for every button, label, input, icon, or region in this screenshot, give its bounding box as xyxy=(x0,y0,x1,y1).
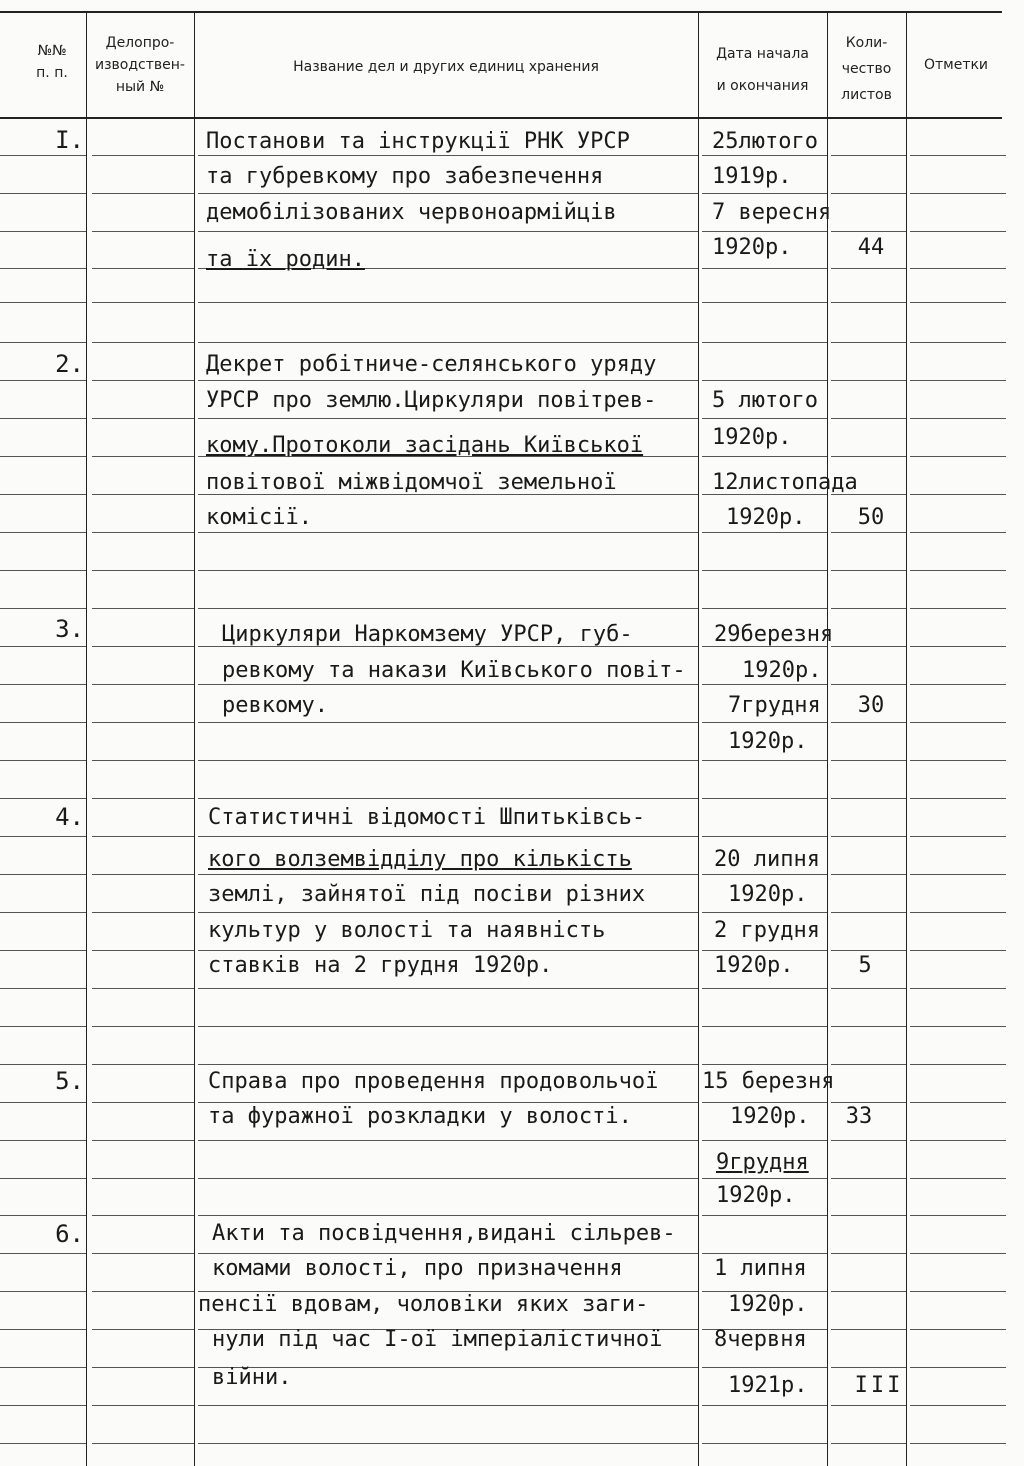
ruled-line xyxy=(198,342,698,343)
ruled-line xyxy=(910,342,1006,343)
ruled-line xyxy=(0,1064,86,1065)
ruled-line xyxy=(910,380,1006,381)
ruled-line xyxy=(0,950,86,951)
ruled-line xyxy=(910,1215,1006,1216)
ruled-line xyxy=(831,988,906,989)
record-date-line: 7грудня xyxy=(728,693,821,718)
record-title-line: Акти та посвідчення,видані сільрев- xyxy=(212,1221,676,1246)
ruled-line xyxy=(92,1064,194,1065)
ruled-line xyxy=(831,1443,906,1444)
record-title-line: культур у волості та наявність xyxy=(208,918,606,943)
record-date-line: 12листопада xyxy=(712,470,858,495)
record-title-line: та фуражної розкладки у волості. xyxy=(208,1104,632,1129)
ruled-line xyxy=(831,608,906,609)
ruled-line xyxy=(831,1405,906,1406)
ruled-line xyxy=(831,193,906,194)
record-date-line: 1920р. xyxy=(728,729,808,754)
ruled-line xyxy=(92,646,194,647)
ruled-line xyxy=(0,418,86,419)
ruled-line xyxy=(92,798,194,799)
record-date-line: 8червня xyxy=(714,1327,807,1352)
ruled-line xyxy=(92,155,194,156)
ruled-line xyxy=(831,912,906,913)
ruled-line xyxy=(831,302,906,303)
record-date-line: 29березня xyxy=(714,622,834,647)
record-date-line: 1919р. xyxy=(712,164,792,189)
ruled-line xyxy=(702,608,827,609)
record-date-line: 1920р. xyxy=(726,505,806,530)
ruled-line xyxy=(92,494,194,495)
record-date-line: 1920р. xyxy=(742,658,822,683)
ruled-line xyxy=(910,1253,1006,1254)
ruled-line xyxy=(0,1026,86,1027)
ruled-line xyxy=(92,874,194,875)
ruled-line xyxy=(0,912,86,913)
ruled-line xyxy=(831,155,906,156)
ruled-line xyxy=(831,268,906,269)
ruled-line xyxy=(92,456,194,457)
header-col-title: Название дел и других единиц хранения xyxy=(293,59,599,75)
ruled-line xyxy=(910,268,1006,269)
ruled-line xyxy=(0,231,86,232)
ruled-line xyxy=(910,1291,1006,1292)
ruled-line xyxy=(0,1405,86,1406)
record-date-line: 7 вересня xyxy=(712,200,832,225)
ruled-line xyxy=(0,494,86,495)
ruled-line xyxy=(910,1405,1006,1406)
record-date-line: 25лютого xyxy=(712,129,818,154)
record-number: 2. xyxy=(55,350,84,378)
ruled-line xyxy=(702,988,827,989)
record-title-line: Справа про проведення продовольчої xyxy=(208,1069,659,1094)
ruled-line xyxy=(92,532,194,533)
header-top-rule xyxy=(0,11,1002,13)
ruled-line xyxy=(910,1102,1006,1103)
ruled-line xyxy=(0,342,86,343)
record-title-line: землі, зайнятої під посіви різних xyxy=(208,882,646,907)
ruled-line xyxy=(910,798,1006,799)
record-title-line: комами волості, про призначення xyxy=(212,1256,623,1281)
ruled-line xyxy=(910,1178,1006,1179)
ruled-line xyxy=(198,570,698,571)
ruled-line xyxy=(198,231,698,232)
record-title-line: комісії. xyxy=(206,505,312,530)
record-date-line: 1920р. xyxy=(728,882,808,907)
ruled-line xyxy=(910,193,1006,194)
record-number: 3. xyxy=(55,615,84,643)
ruled-line xyxy=(92,231,194,232)
ruled-line xyxy=(910,302,1006,303)
ruled-line xyxy=(0,1215,86,1216)
record-sheet-count: III xyxy=(854,1373,904,1398)
ruled-line xyxy=(0,302,86,303)
ruled-line xyxy=(198,1178,698,1179)
ruled-line xyxy=(831,760,906,761)
ruled-line xyxy=(198,608,698,609)
ruled-line xyxy=(831,646,906,647)
ruled-line xyxy=(0,570,86,571)
ruled-line xyxy=(831,1329,906,1330)
record-date-line: 1 липня xyxy=(714,1256,807,1281)
ruled-line xyxy=(0,646,86,647)
record-title-line: та їх родин. xyxy=(206,247,365,272)
record-title-line: пенсії вдовам, чоловіки яких заги- xyxy=(198,1292,649,1317)
ruled-line xyxy=(831,684,906,685)
header-col-count: Коли- чество листов xyxy=(841,35,892,103)
ruled-line xyxy=(92,684,194,685)
ruled-line xyxy=(702,342,827,343)
ruled-line xyxy=(702,836,827,837)
ruled-line xyxy=(831,418,906,419)
record-title-line: УРСР про землю.Циркуляри повітрев- xyxy=(206,388,657,413)
ruled-line xyxy=(0,155,86,156)
col-divider-3 xyxy=(698,12,699,1466)
col-divider-2 xyxy=(194,12,195,1466)
ruled-line xyxy=(0,760,86,761)
record-date-line: 20 липня xyxy=(714,847,820,872)
ruled-line xyxy=(910,912,1006,913)
ruled-line xyxy=(910,1329,1006,1330)
ruled-line xyxy=(831,1064,906,1065)
ruled-line xyxy=(92,722,194,723)
ruled-line xyxy=(92,1178,194,1179)
ruled-line xyxy=(0,798,86,799)
record-title-line: ревкому та накази Київського повіт- xyxy=(222,658,686,683)
record-title-line: кого волземвідділу про кількість xyxy=(208,847,632,872)
ruled-line xyxy=(702,456,827,457)
header-col-office: Делопро- изводствен- ный № xyxy=(95,35,185,95)
ruled-line xyxy=(92,836,194,837)
ruled-line xyxy=(92,302,194,303)
record-number: 4. xyxy=(55,803,84,831)
ruled-line xyxy=(831,570,906,571)
ruled-line xyxy=(92,988,194,989)
ruled-line xyxy=(831,1140,906,1141)
record-title-line: демобілізованих червоноармійців xyxy=(206,200,617,225)
ruled-line xyxy=(910,494,1006,495)
ruled-line xyxy=(702,302,827,303)
ruled-line xyxy=(910,1064,1006,1065)
header-col-notes: Отметки xyxy=(923,57,989,73)
record-sheet-count: 44 xyxy=(857,235,885,260)
ruled-line xyxy=(831,798,906,799)
record-date-line: 2 грудня xyxy=(714,918,820,943)
ruled-line xyxy=(831,380,906,381)
ruled-line xyxy=(198,1026,698,1027)
ruled-line xyxy=(0,456,86,457)
ruled-line xyxy=(910,570,1006,571)
record-number: 5. xyxy=(55,1067,84,1095)
record-date-line: 1920р. xyxy=(728,1292,808,1317)
ruled-line xyxy=(198,302,698,303)
ruled-line xyxy=(0,1102,86,1103)
ruled-line xyxy=(831,342,906,343)
ruled-line xyxy=(198,798,698,799)
ruled-line xyxy=(92,268,194,269)
record-number: I. xyxy=(55,126,84,154)
ruled-line xyxy=(0,836,86,837)
ruled-line xyxy=(702,760,827,761)
ruled-line xyxy=(910,950,1006,951)
ruled-line xyxy=(0,988,86,989)
record-date-line: 5 лютого xyxy=(712,388,818,413)
ruled-line xyxy=(0,1253,86,1254)
ruled-line xyxy=(831,1215,906,1216)
ruled-line xyxy=(92,1443,194,1444)
record-date-line: 9грудня xyxy=(716,1150,809,1175)
ruled-line xyxy=(0,684,86,685)
ruled-line xyxy=(0,1443,86,1444)
ruled-line xyxy=(702,1215,827,1216)
ruled-line xyxy=(702,268,827,269)
ruled-line xyxy=(92,1291,194,1292)
ruled-line xyxy=(92,1329,194,1330)
ruled-line xyxy=(92,1215,194,1216)
ruled-line xyxy=(910,418,1006,419)
record-title-line: ревкому. xyxy=(222,693,328,718)
ruled-line xyxy=(910,1026,1006,1027)
record-title-line: Декрет робітниче-селянського уряду xyxy=(206,352,657,377)
ruled-line xyxy=(92,342,194,343)
record-sheet-count: 5 xyxy=(858,953,872,978)
ruled-line xyxy=(92,418,194,419)
ruled-line xyxy=(910,231,1006,232)
record-title-line: кому.Протоколи засідань Київської xyxy=(206,433,644,458)
ruled-line xyxy=(92,1140,194,1141)
ruled-line xyxy=(198,1140,698,1141)
ruled-line xyxy=(702,1140,827,1141)
ruled-line xyxy=(92,608,194,609)
ruled-line xyxy=(910,646,1006,647)
ruled-line xyxy=(92,1367,194,1368)
record-date-line: 1920р. xyxy=(712,235,792,260)
ruled-line xyxy=(910,722,1006,723)
record-title-line: повітової міжвідомчої земельної xyxy=(206,470,617,495)
ruled-line xyxy=(0,1367,86,1368)
ruled-line xyxy=(702,570,827,571)
record-title-line: війни. xyxy=(212,1365,292,1390)
record-date-line: 1920р. xyxy=(714,953,794,978)
ruled-line xyxy=(92,760,194,761)
ruled-line xyxy=(702,798,827,799)
record-title-line: Постанови та інструкції РНК УРСР xyxy=(206,129,630,154)
ruled-line xyxy=(92,1026,194,1027)
ruled-line xyxy=(910,155,1006,156)
col-divider-1 xyxy=(86,12,87,1466)
header-col-num: №№ п. п. xyxy=(36,43,68,81)
ruled-line xyxy=(702,1443,827,1444)
ruled-line xyxy=(0,1291,86,1292)
ruled-line xyxy=(910,874,1006,875)
ruled-line xyxy=(0,1329,86,1330)
record-date-line: 1920р. xyxy=(712,425,792,450)
record-title-line: та губревкому про забезпечення xyxy=(206,164,604,189)
ruled-line xyxy=(910,456,1006,457)
ruled-line xyxy=(910,1367,1006,1368)
record-title-line: нули під час I-ої імперіалістичної xyxy=(212,1327,663,1352)
ruled-line xyxy=(198,760,698,761)
ruled-line xyxy=(831,456,906,457)
ruled-line xyxy=(0,722,86,723)
ruled-line xyxy=(92,1253,194,1254)
record-date-line: 1920р. xyxy=(730,1104,810,1129)
record-date-line: 1921р. xyxy=(728,1373,808,1398)
record-title-line: ставків на 2 грудня 1920р. xyxy=(208,953,553,978)
ruled-line xyxy=(831,1178,906,1179)
ruled-line xyxy=(0,380,86,381)
record-sheet-count: 33 xyxy=(845,1104,873,1129)
ruled-line xyxy=(910,988,1006,989)
ruled-line xyxy=(910,608,1006,609)
ruled-line xyxy=(198,836,698,837)
ruled-line xyxy=(92,1102,194,1103)
record-title-line: Циркуляри Наркомзему УРСР, губ- xyxy=(222,622,633,647)
ruled-line xyxy=(198,1405,698,1406)
ruled-line xyxy=(92,912,194,913)
ruled-line xyxy=(831,1253,906,1254)
ruled-line xyxy=(910,532,1006,533)
col-divider-5 xyxy=(906,12,907,1466)
ruled-line xyxy=(92,570,194,571)
ruled-line xyxy=(831,836,906,837)
ruled-line xyxy=(831,1026,906,1027)
ruled-line xyxy=(702,1026,827,1027)
header-col-dates: Дата начала и окончания xyxy=(716,46,809,94)
ruled-line xyxy=(910,1140,1006,1141)
ruled-line xyxy=(0,268,86,269)
record-date-line: 15 березня xyxy=(702,1069,835,1094)
ruled-line xyxy=(831,874,906,875)
ruled-line xyxy=(0,532,86,533)
record-date-line: 1920р. xyxy=(716,1183,796,1208)
ruled-line xyxy=(198,1443,698,1444)
ruled-line xyxy=(198,988,698,989)
record-sheet-count: 50 xyxy=(857,505,885,530)
ruled-line xyxy=(92,193,194,194)
ruled-line xyxy=(0,608,86,609)
header-bottom-rule xyxy=(0,117,1002,119)
ruled-line xyxy=(910,760,1006,761)
ruled-line xyxy=(702,380,827,381)
ruled-line xyxy=(92,380,194,381)
record-number: 6. xyxy=(55,1220,84,1248)
record-title-line: Статистичні відомості Шпитьківсь- xyxy=(208,805,646,830)
ruled-line xyxy=(0,1178,86,1179)
ruled-line xyxy=(0,874,86,875)
record-sheet-count: 30 xyxy=(857,693,885,718)
ruled-line xyxy=(0,1140,86,1141)
ruled-line xyxy=(910,684,1006,685)
ruled-line xyxy=(0,193,86,194)
ruled-line xyxy=(92,950,194,951)
ruled-line xyxy=(910,836,1006,837)
ruled-line xyxy=(910,1443,1006,1444)
ruled-line xyxy=(92,1405,194,1406)
ruled-line xyxy=(702,1405,827,1406)
ruled-line xyxy=(831,1291,906,1292)
